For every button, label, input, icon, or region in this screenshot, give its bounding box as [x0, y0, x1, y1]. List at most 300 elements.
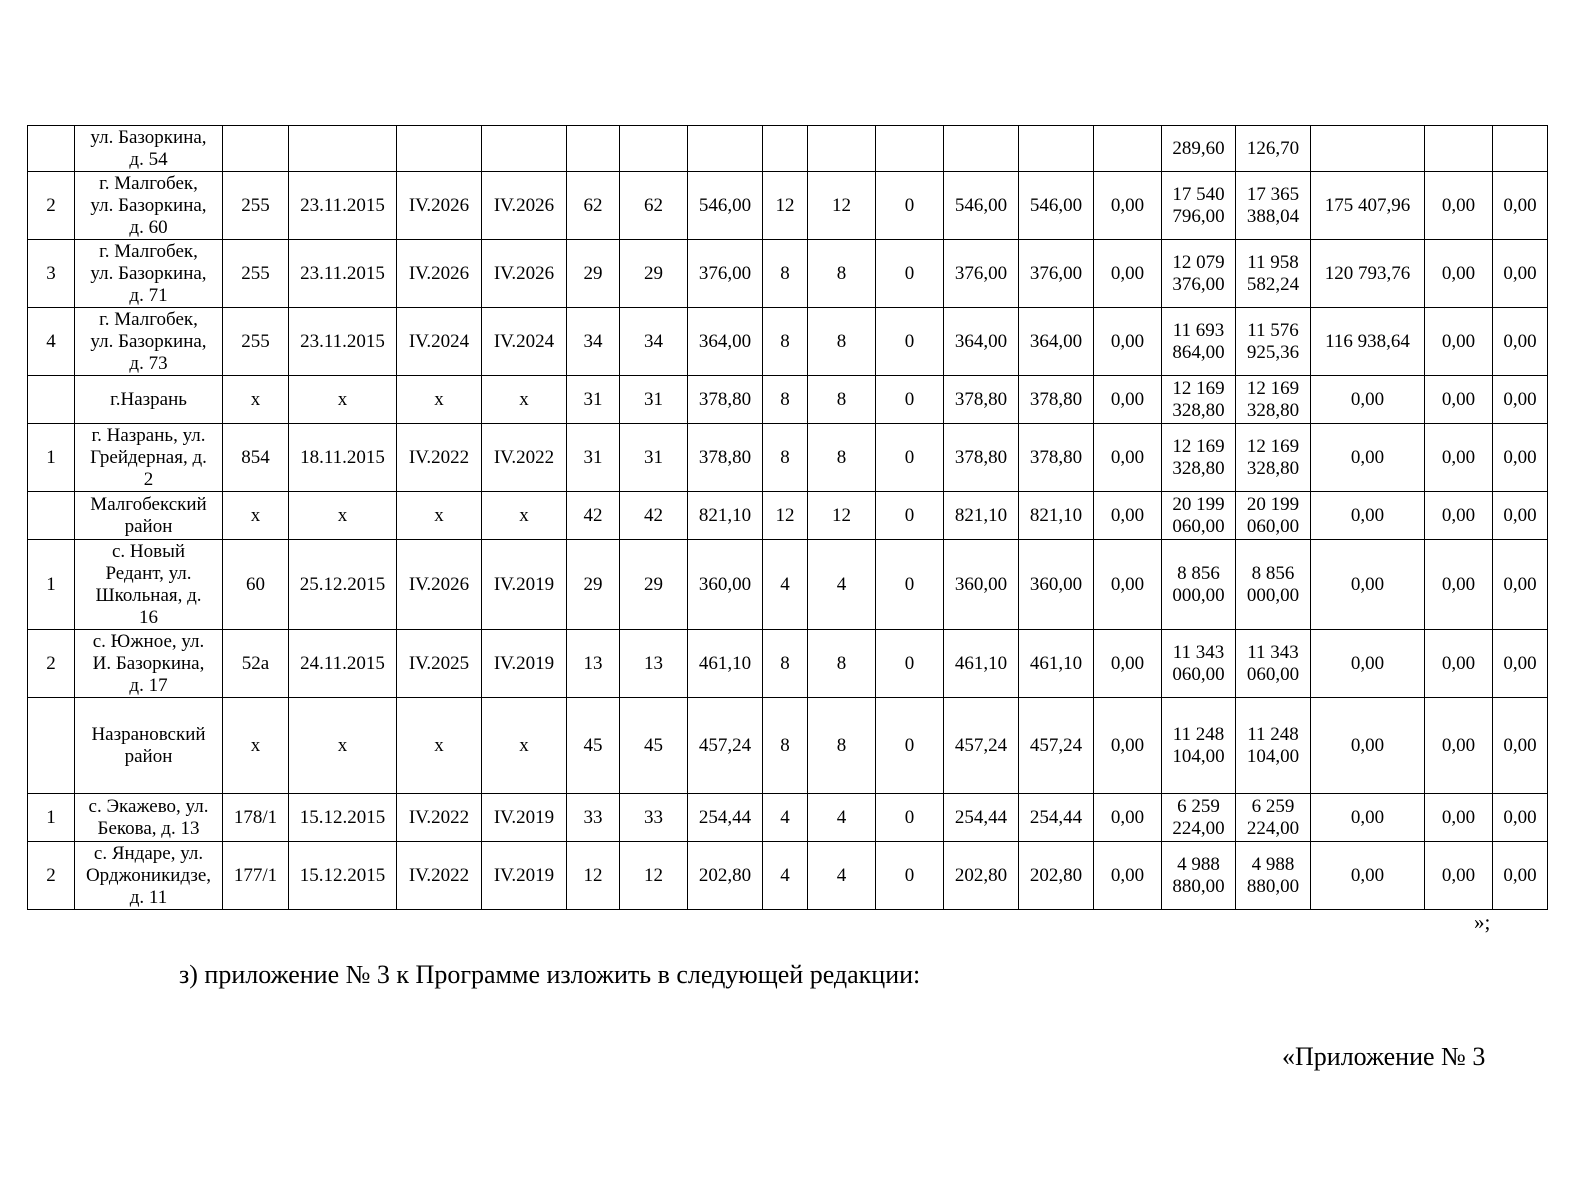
table-cell: 376,00	[1019, 240, 1094, 308]
cell-line: И. Базоркина,	[92, 652, 205, 674]
table-cell: 0	[876, 698, 944, 794]
table-cell: IV.2019	[482, 540, 567, 630]
table-cell: 0,00	[1493, 842, 1548, 910]
table-cell: 360,00	[1019, 540, 1094, 630]
table-cell: 178/1	[223, 794, 289, 842]
table-cell: 0,00	[1425, 240, 1493, 308]
address-cell	[75, 376, 223, 424]
address-cell	[75, 172, 223, 240]
cell-line: 12 169	[1246, 377, 1300, 399]
table-cell: 364,00	[944, 308, 1019, 376]
table-cell: 364,00	[688, 308, 763, 376]
table-cell	[1162, 240, 1236, 308]
address-cell	[75, 842, 223, 910]
table-cell: 13	[567, 630, 620, 698]
cell-line: 20 199	[1172, 493, 1225, 515]
table-cell	[688, 126, 763, 172]
table-cell: 52а	[223, 630, 289, 698]
table-cell: x	[397, 492, 482, 540]
table-cell: 378,80	[688, 376, 763, 424]
table-cell: 1	[28, 540, 75, 630]
table-cell: 0	[876, 424, 944, 492]
table-cell: 45	[620, 698, 688, 794]
cell-line: 126,70	[1246, 137, 1300, 159]
table-cell: 0,00	[1311, 492, 1425, 540]
cell-line: 16	[139, 606, 158, 628]
table-cell	[808, 126, 876, 172]
table-cell: 0,00	[1094, 698, 1162, 794]
cell-line: с. Яндаре, ул.	[93, 842, 204, 864]
address-cell	[75, 424, 223, 492]
table-cell: 116 938,64	[1311, 308, 1425, 376]
table-cell	[1162, 172, 1236, 240]
table-cell: 0	[876, 630, 944, 698]
table-cell: 4	[763, 794, 808, 842]
table-cell: 13	[620, 630, 688, 698]
table-cell: 8	[808, 424, 876, 492]
table-cell: 2	[28, 842, 75, 910]
table-cell: 821,10	[1019, 492, 1094, 540]
cell-line: 11 958	[1247, 251, 1299, 273]
cell-line: 12 169	[1172, 435, 1225, 457]
table-cell: 546,00	[1019, 172, 1094, 240]
table-body	[28, 126, 1548, 910]
table-row	[28, 424, 1548, 492]
table-cell: 0	[876, 540, 944, 630]
table-cell	[1094, 126, 1162, 172]
cell-line: ул. Базоркина,	[90, 262, 207, 284]
cell-line: 11 576	[1247, 319, 1299, 341]
address-cell	[75, 794, 223, 842]
cell-line: 4 988	[1177, 853, 1220, 875]
table-cell: 33	[567, 794, 620, 842]
table-row	[28, 492, 1548, 540]
cell-line: 388,04	[1246, 205, 1300, 227]
table-cell: 254,44	[944, 794, 1019, 842]
cell-line: Малгобекский	[90, 493, 207, 515]
table-cell	[1311, 126, 1425, 172]
table-cell: 461,10	[688, 630, 763, 698]
table-cell: 376,00	[688, 240, 763, 308]
table-cell: 0,00	[1311, 698, 1425, 794]
cell-line: 2	[143, 468, 154, 490]
cell-line: Бекова, д. 13	[97, 817, 200, 839]
table-cell: 854	[223, 424, 289, 492]
table-cell: IV.2019	[482, 842, 567, 910]
table-row	[28, 308, 1548, 376]
table-cell: 0,00	[1425, 376, 1493, 424]
table-cell: 254,44	[688, 794, 763, 842]
cell-line: 11 343	[1247, 641, 1299, 663]
table-cell: 0	[876, 842, 944, 910]
housing-program-table	[27, 125, 1548, 910]
table-cell: 177/1	[223, 842, 289, 910]
cell-line: 289,60	[1172, 137, 1225, 159]
table-cell: 461,10	[1019, 630, 1094, 698]
table-cell: 23.11.2015	[289, 240, 397, 308]
table-cell: 821,10	[944, 492, 1019, 540]
table-cell: 0,00	[1311, 630, 1425, 698]
table-row	[28, 630, 1548, 698]
table-cell: 0,00	[1493, 240, 1548, 308]
cell-line: 582,24	[1246, 273, 1300, 295]
table-cell: IV.2026	[397, 540, 482, 630]
cell-line: д. 17	[129, 674, 168, 696]
cell-line: д. 71	[129, 284, 168, 306]
cell-line: 11 693	[1172, 319, 1225, 341]
cell-line: 12 169	[1246, 435, 1300, 457]
table-cell: 0,00	[1493, 540, 1548, 630]
table-cell: 255	[223, 308, 289, 376]
table-cell: IV.2019	[482, 630, 567, 698]
table-cell: 8	[763, 240, 808, 308]
table-cell	[28, 376, 75, 424]
table-cell: 12	[567, 842, 620, 910]
appendix-title: «Приложение № 3	[1282, 1042, 1486, 1071]
table-cell: 254,44	[1019, 794, 1094, 842]
cell-line: д. 60	[129, 216, 168, 238]
cell-line: г.Назрань	[110, 388, 187, 410]
table-cell	[289, 126, 397, 172]
table-cell: 0,00	[1094, 630, 1162, 698]
table-cell: 0,00	[1425, 424, 1493, 492]
table-cell: 8	[808, 376, 876, 424]
table-cell: 15.12.2015	[289, 842, 397, 910]
table-cell: 0,00	[1425, 630, 1493, 698]
table-cell: x	[397, 698, 482, 794]
cell-line: д. 11	[129, 886, 168, 908]
cell-line: ул. Базоркина,	[90, 194, 207, 216]
cell-line: 000,00	[1246, 584, 1300, 606]
cell-line: с. Южное, ул.	[92, 630, 205, 652]
table-cell: 3	[28, 240, 75, 308]
cell-line: 6 259	[1251, 795, 1295, 817]
table-cell	[28, 126, 75, 172]
address-cell	[75, 540, 223, 630]
table-cell: 8	[808, 698, 876, 794]
address-cell	[75, 630, 223, 698]
table-cell: 0,00	[1425, 842, 1493, 910]
cell-line: 060,00	[1172, 515, 1225, 537]
table-cell: 0,00	[1493, 630, 1548, 698]
table-cell: x	[482, 492, 567, 540]
table-cell: 202,80	[1019, 842, 1094, 910]
table-cell: IV.2025	[397, 630, 482, 698]
cell-line: 4 988	[1251, 853, 1295, 875]
table-cell	[1236, 240, 1311, 308]
cell-line: 328,80	[1172, 399, 1225, 421]
cell-line: район	[124, 515, 173, 537]
table-cell	[1162, 842, 1236, 910]
cell-line: 060,00	[1246, 515, 1300, 537]
table-cell: 1	[28, 424, 75, 492]
table-cell: 8	[763, 308, 808, 376]
table-cell: 29	[620, 540, 688, 630]
table-cell	[397, 126, 482, 172]
table-cell	[1162, 308, 1236, 376]
cell-line: г. Малгобек,	[99, 240, 198, 262]
address-cell	[75, 308, 223, 376]
table-cell: 12	[620, 842, 688, 910]
table-row	[28, 698, 1548, 794]
table-cell: 31	[620, 424, 688, 492]
table-row	[28, 172, 1548, 240]
table-cell: 360,00	[688, 540, 763, 630]
table-cell: 457,24	[944, 698, 1019, 794]
table-cell	[1162, 698, 1236, 794]
table-cell: IV.2022	[397, 842, 482, 910]
table-cell: 364,00	[1019, 308, 1094, 376]
table-cell: IV.2022	[397, 794, 482, 842]
cell-line: 796,00	[1172, 205, 1225, 227]
table-cell: 2	[28, 172, 75, 240]
cell-line: Назрановский	[91, 723, 206, 745]
table-cell: 546,00	[688, 172, 763, 240]
cell-line: 17 540	[1172, 183, 1225, 205]
table-cell: 457,24	[688, 698, 763, 794]
table-cell	[1162, 630, 1236, 698]
table-cell: 31	[567, 376, 620, 424]
cell-line: ул. Базоркина,	[90, 126, 207, 148]
table-row	[28, 540, 1548, 630]
cell-line: 000,00	[1172, 584, 1225, 606]
address-cell	[75, 240, 223, 308]
table-cell	[28, 698, 75, 794]
table-cell: 0,00	[1493, 424, 1548, 492]
table-cell: x	[289, 376, 397, 424]
table-cell: 8	[763, 424, 808, 492]
table-cell: 378,80	[1019, 424, 1094, 492]
table-cell: 31	[567, 424, 620, 492]
table-cell: 0	[876, 376, 944, 424]
table-cell: 4	[763, 540, 808, 630]
table-cell	[1236, 424, 1311, 492]
table-cell: 8	[763, 698, 808, 794]
table-cell: 23.11.2015	[289, 308, 397, 376]
cell-line: д. 54	[129, 148, 168, 170]
table-row	[28, 240, 1548, 308]
table-cell: 376,00	[944, 240, 1019, 308]
table-cell: IV.2026	[397, 172, 482, 240]
table-cell: 0,00	[1425, 698, 1493, 794]
closing-quote: »;	[1474, 910, 1491, 934]
instruction-text: з) приложение № 3 к Программе изложить в следующей редакции:	[179, 960, 921, 989]
cell-line: Орджоникидзе,	[85, 864, 212, 886]
cell-line: 925,36	[1246, 341, 1300, 363]
table-cell: 0,00	[1493, 172, 1548, 240]
table-cell: 0,00	[1493, 308, 1548, 376]
table-cell	[1493, 126, 1548, 172]
table-cell: 255	[223, 240, 289, 308]
table-cell	[1162, 492, 1236, 540]
table-cell: 457,24	[1019, 698, 1094, 794]
table-cell: 0,00	[1094, 308, 1162, 376]
table-cell: 0,00	[1425, 172, 1493, 240]
table-cell: 120 793,76	[1311, 240, 1425, 308]
table-cell: 0,00	[1493, 794, 1548, 842]
table-cell: IV.2024	[397, 308, 482, 376]
table-cell: 29	[567, 540, 620, 630]
table-cell: 0,00	[1094, 240, 1162, 308]
table-cell	[223, 126, 289, 172]
cell-line: д. 73	[129, 352, 168, 374]
table-cell: 12	[763, 492, 808, 540]
table-cell: x	[223, 376, 289, 424]
cell-line: 12 079	[1172, 251, 1225, 273]
address-cell	[75, 492, 223, 540]
cell-line: 224,00	[1172, 817, 1225, 839]
table-cell: 0,00	[1311, 376, 1425, 424]
table-cell	[1236, 794, 1311, 842]
table-cell: 461,10	[944, 630, 1019, 698]
table-cell: 18.11.2015	[289, 424, 397, 492]
cell-line: 6 259	[1177, 795, 1220, 817]
table-cell: 0,00	[1311, 794, 1425, 842]
table-cell: 0,00	[1094, 794, 1162, 842]
table-cell: 255	[223, 172, 289, 240]
table-cell: x	[289, 492, 397, 540]
table-cell	[1236, 698, 1311, 794]
cell-line: г. Малгобек,	[99, 172, 198, 194]
table-cell: IV.2024	[482, 308, 567, 376]
table-cell	[1236, 172, 1311, 240]
table-cell: 0	[876, 308, 944, 376]
table-cell	[1236, 308, 1311, 376]
table-cell	[1162, 126, 1236, 172]
table-cell: 0,00	[1094, 842, 1162, 910]
table-cell: 0,00	[1094, 376, 1162, 424]
table-cell: 378,80	[944, 376, 1019, 424]
cell-line: 12 169	[1172, 377, 1225, 399]
table-cell: 0	[876, 794, 944, 842]
table-cell: 1	[28, 794, 75, 842]
table-cell: IV.2019	[482, 794, 567, 842]
table-cell	[1236, 376, 1311, 424]
table-cell: 0,00	[1493, 492, 1548, 540]
table-cell: x	[397, 376, 482, 424]
table-cell: 60	[223, 540, 289, 630]
table-cell: 33	[620, 794, 688, 842]
table-cell: IV.2026	[397, 240, 482, 308]
cell-line: 328,80	[1172, 457, 1225, 479]
table-cell: 0,00	[1311, 424, 1425, 492]
cell-line: район	[124, 745, 173, 767]
table-cell: IV.2026	[482, 172, 567, 240]
table-row	[28, 842, 1548, 910]
table-cell: 42	[620, 492, 688, 540]
table-cell: 0,00	[1094, 424, 1162, 492]
cell-line: 8 856	[1251, 562, 1295, 584]
table-cell: x	[223, 492, 289, 540]
table-cell: 34	[620, 308, 688, 376]
table-cell: 29	[620, 240, 688, 308]
table-cell: 0,00	[1425, 794, 1493, 842]
cell-line: 060,00	[1246, 663, 1300, 685]
cell-line: 11 248	[1247, 723, 1299, 745]
cell-line: 328,80	[1246, 457, 1300, 479]
table-cell	[1236, 630, 1311, 698]
table-cell: x	[482, 376, 567, 424]
table-cell: 0	[876, 240, 944, 308]
table-cell: 31	[620, 376, 688, 424]
cell-line: 17 365	[1246, 183, 1300, 205]
table-cell: 42	[567, 492, 620, 540]
cell-line: 11 343	[1172, 641, 1225, 663]
table-cell: 12	[808, 492, 876, 540]
table-cell: 24.11.2015	[289, 630, 397, 698]
table-cell	[1162, 540, 1236, 630]
table-cell	[1162, 376, 1236, 424]
table-cell	[1236, 492, 1311, 540]
table-cell: 0,00	[1094, 172, 1162, 240]
cell-line: 104,00	[1172, 745, 1225, 767]
table-cell: 62	[620, 172, 688, 240]
table-cell: 202,80	[688, 842, 763, 910]
table-cell: 0	[876, 492, 944, 540]
table-cell: 4	[808, 540, 876, 630]
table-cell: 175 407,96	[1311, 172, 1425, 240]
cell-line: 880,00	[1172, 875, 1225, 897]
table-cell	[876, 126, 944, 172]
table-cell	[944, 126, 1019, 172]
table-cell: 23.11.2015	[289, 172, 397, 240]
table-cell: 378,80	[688, 424, 763, 492]
table-cell	[763, 126, 808, 172]
table-cell: 0,00	[1425, 540, 1493, 630]
table-cell: 821,10	[688, 492, 763, 540]
table-cell	[1236, 126, 1311, 172]
table-cell	[482, 126, 567, 172]
table-cell: 8	[763, 630, 808, 698]
cell-line: 376,00	[1172, 273, 1225, 295]
table-cell: IV.2022	[397, 424, 482, 492]
table-cell: 0,00	[1493, 376, 1548, 424]
table-cell	[1162, 794, 1236, 842]
cell-line: ул. Базоркина,	[90, 330, 207, 352]
cell-line: Школьная, д.	[95, 584, 202, 606]
table-cell: 4	[808, 842, 876, 910]
table-cell: 378,80	[944, 424, 1019, 492]
table-cell: 0,00	[1094, 492, 1162, 540]
cell-line: с. Экажево, ул.	[88, 795, 209, 817]
table-cell	[1236, 842, 1311, 910]
cell-line: 060,00	[1172, 663, 1225, 685]
table-cell: 29	[567, 240, 620, 308]
cell-line: 104,00	[1246, 745, 1300, 767]
table-cell: 4	[763, 842, 808, 910]
table-cell: 0,00	[1493, 698, 1548, 794]
table-cell: 202,80	[944, 842, 1019, 910]
table-row	[28, 376, 1548, 424]
table-row	[28, 126, 1548, 172]
cell-line: 224,00	[1246, 817, 1300, 839]
table-cell: 0,00	[1094, 540, 1162, 630]
table-cell: x	[289, 698, 397, 794]
table-cell: x	[223, 698, 289, 794]
cell-line: г. Назрань, ул.	[91, 424, 206, 446]
table-cell: 62	[567, 172, 620, 240]
table-cell: 34	[567, 308, 620, 376]
table-cell: 4	[808, 794, 876, 842]
cell-line: 8 856	[1177, 562, 1220, 584]
table-cell: 8	[763, 376, 808, 424]
cell-line: 328,80	[1246, 399, 1300, 421]
cell-line: Редант, ул.	[105, 562, 192, 584]
address-cell	[75, 698, 223, 794]
table-cell	[567, 126, 620, 172]
cell-line: с. Новый	[111, 540, 186, 562]
table-cell	[1236, 540, 1311, 630]
